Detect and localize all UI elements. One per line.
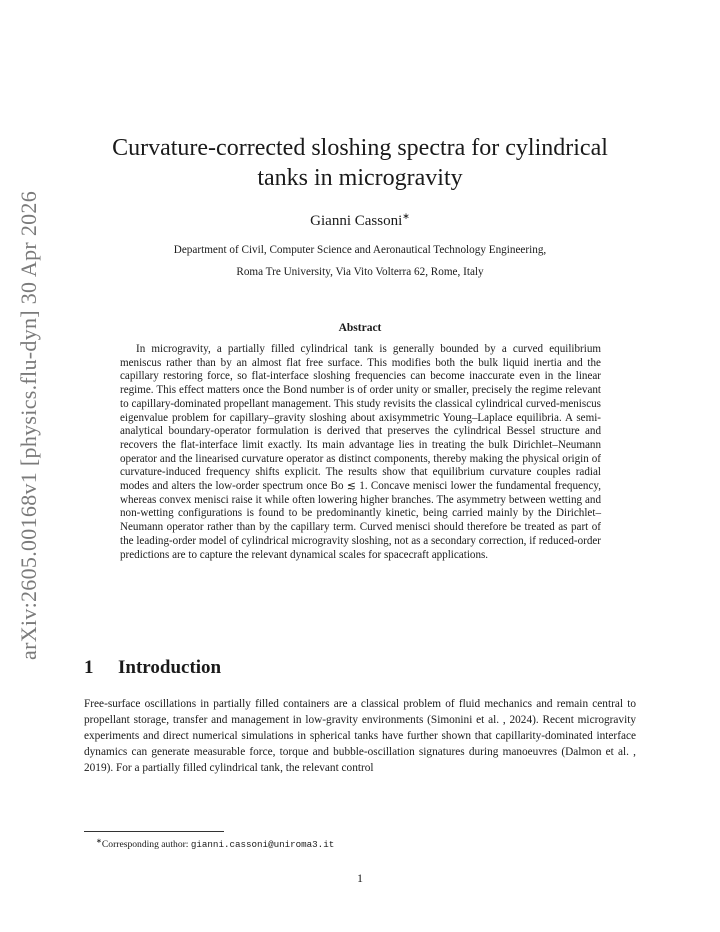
affiliation [90,239,630,283]
section-heading [84,657,221,679]
affiliation-line-2: Roma Tre University, Via Vito Volterra 62, Rome, Italy [236,266,484,278]
footnote-email: gianni.cassoni@uniroma3.it [190,839,335,851]
section-number: 1 [84,657,94,678]
footnote [96,837,334,850]
footnote-rule [84,831,224,832]
author-name: Gianni Cassoni [310,213,403,229]
footnote-mark: ∗ [96,837,102,845]
author [90,211,630,230]
page-number: 1 [357,871,363,885]
introduction-text: Free-surface oscillations in partially filled containers are a classical problem of fluid mechanics and remain central to propellant storage, transfer and management in low-gravity environments (Simonini et al. , 2024). Recent microgravity experiments and direct numerical simulations in spherical tanks have further shown that capillarity-dominated interface dynamics can generate measurable force, torque and bubble-oscillation signatures during manoeuvres (Dalmon et al. , 2019). For a partially filled cylindrical tank, the relevant control [84,698,636,774]
arxiv-identifier: arXiv:2605.00168v1 [physics.flu-dyn] 30 Apr 2026 [16,190,41,660]
author-footnote-mark: ∗ [402,211,410,221]
paper-title: Curvature-corrected sloshing spectra for cylindrical tanks in microgravity [112,135,608,191]
footnote-label: Corresponding author: [101,839,191,851]
affiliation-line-1: Department of Civil, Computer Science and Aeronautical Technology Engineering, [173,244,547,256]
section-title: Introduction [118,657,222,678]
abstract-heading: Abstract [338,322,382,334]
abstract-text: In microgravity, a partially filled cylindrical tank is generally bounded by a curved equilibrium meniscus rather than by an almost flat free surface. This modifies both the bulk liquid inertia and the capillary restoring force, so flat-interface sloshing frequencies can become inaccurate even in the linear regime. This effect matters once the Bond number is of order unity or smaller, precisely the regime relevant to capillary-dominated propellant management. This study revisits the classical cylindrical curved-meniscus eigenvalue problem for capillary–gravity sloshing about axisymmetric Young–Laplace equilibria. A semi-analytical boundary-operator formulation is derived that preserves the cylindrical Bessel structure and recovers the flat-interface limit exactly. Its main advantage lies in treating the bulk Dirichlet–Neumann operator and the linearised curvature operator as distinct components, thereby making the physical origin of curvature-induced frequency shifts explicit. The results show that equilibrium curvature couples radial modes and alters the low-order spectrum once Bo ≲ 1. Concave menisci lower the fundamental frequency, whereas convex menisci raise it while often lowering higher branches. The asymmetry between wetting and non-wetting configurations is found to be predominantly kinetic, being carried mainly by the Dirichlet–Neumann operator rather than by the capillary term. Curved menisci should therefore be treated as part of the leading-order model of cylindrical microgravity sloshing, not as a secondary correction, if reduced-order predictions are to capture the relevant dynamical scales for spacecraft applications. [120,343,601,561]
